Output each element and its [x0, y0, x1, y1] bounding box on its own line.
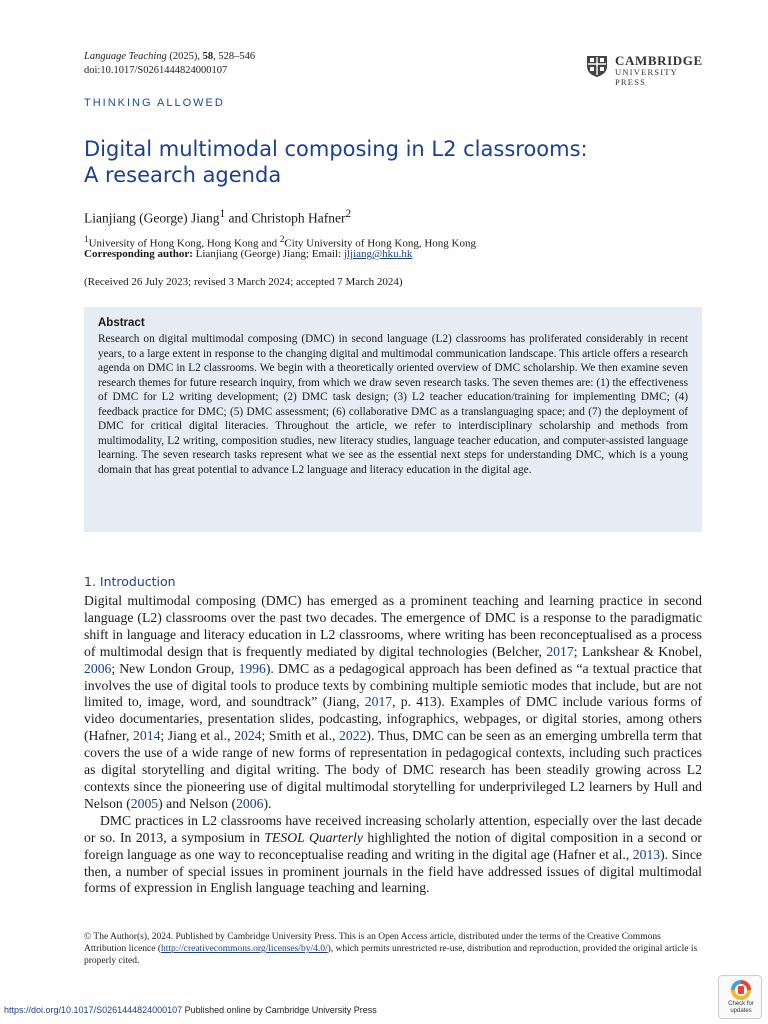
ref-link[interactable]: 2006: [236, 795, 264, 811]
corresp-email-link[interactable]: jljiang@hku.hk: [343, 248, 413, 260]
ref-link[interactable]: 2017: [364, 694, 393, 710]
ref-link[interactable]: 2017: [546, 643, 574, 659]
abstract-heading: Abstract: [98, 317, 145, 329]
footer-doi-link[interactable]: https://doi.org/10.1017/S0261444824000107: [4, 1005, 183, 1015]
journal-line: [84, 50, 255, 64]
introduction-heading: 1. Introduction: [84, 574, 176, 589]
corresponding-author: [84, 247, 412, 262]
license-text: © The Author(s), 2024. Published by Cambridge University Press. This is an Open Access article, distributed under the terms of the Creative Commons Attribution licence (: [84, 932, 661, 954]
authors: [84, 205, 351, 228]
cambridge-logo[interactable]: [585, 53, 705, 87]
author-1-sup: 1: [219, 208, 226, 220]
publisher-name: CAMBRIDGE: [615, 53, 703, 68]
affil-sup-2: 2: [279, 234, 285, 244]
journal-year: (2025),: [166, 51, 203, 62]
article-title: [84, 136, 704, 188]
journal-volume: 58: [202, 51, 214, 62]
author-1[interactable]: Lianjiang (George) Jiang: [84, 210, 220, 226]
abstract-box: [84, 307, 702, 532]
introduction-body: [84, 593, 702, 897]
footer-published: Published online by Cambridge University Press: [182, 1005, 377, 1015]
intro-paragraph-1: [84, 593, 702, 813]
p1-text: ; New London Group,: [111, 660, 239, 676]
check-updates-icon: [730, 979, 752, 1001]
affil-sup-1: 1: [84, 234, 89, 244]
ref-link[interactable]: 2005: [130, 795, 159, 811]
check-updates-line-1: Check for: [728, 1001, 754, 1007]
ref-link[interactable]: 2006: [84, 660, 112, 676]
ref-link[interactable]: 2014: [133, 728, 161, 744]
corresp-label: Corresponding author:: [84, 248, 193, 260]
p2-text: ). Since then, a number of special issues in prominent journals in the field have addressed issues of digital multimodal forms of expression in English language teaching and learning.: [84, 846, 702, 896]
title-line-1: Digital multimodal composing in L2 classrooms:: [84, 137, 588, 161]
crest-icon: [585, 54, 609, 78]
ref-link[interactable]: 2024: [234, 728, 262, 744]
license-link[interactable]: http://creativecommons.org/licenses/by/4.0/: [161, 944, 328, 954]
affil-text-1: University of Hong Kong, Hong Kong and: [88, 237, 280, 250]
corresp-text: Lianjiang (George) Jiang; Email:: [192, 248, 344, 260]
journal-citation: [84, 50, 255, 78]
p1-text: ; Jiang et al.,: [160, 728, 235, 744]
p1-text: ). Thus, DMC can be seen as an emerging umbrella term that covers the use of a wide range of new forms of representation in pedagogical contexts, including such practices as digital storytelling and digital writing. The body of DMC research has been steadily growing across L2 contexts since the pioneering use of digital multimodal storytelling for underprivileged L2 learners by Hull and Nelson (: [84, 728, 702, 811]
check-updates-line-2: updates: [730, 1008, 752, 1014]
check-updates-label: [719, 1001, 763, 1015]
journal-doi: doi:10.1017/S0261444824000107: [84, 65, 228, 76]
title-line-2: A research agenda: [84, 163, 282, 187]
p1-text: ).: [263, 795, 272, 811]
ref-link[interactable]: 2013: [632, 846, 661, 862]
p1-text: ; Smith et al.,: [261, 728, 340, 744]
p2-text: DMC practices in L2 classrooms have received increasing scholarly attention, especially over the last decade or so. In 2013, a symposium in: [84, 812, 702, 845]
license-text: ), which permits unrestricted re-use, distribution and reproduction, provided the original article is properly cited.: [84, 944, 698, 966]
author-2[interactable]: Christoph Hafner: [251, 210, 346, 226]
p2-text: highlighted the notion of digital composition in a second or foreign language as one way to reconceptualise reading and writing in the digital age (Hafner et al.,: [84, 829, 702, 862]
ref-link[interactable]: 1996: [238, 660, 266, 676]
journal-name: Language Teaching: [84, 51, 167, 62]
author-2-sup: 2: [345, 208, 352, 220]
p1-text: ) and Nelson (: [158, 795, 237, 811]
journal-italic: TESOL Quarterly: [264, 829, 363, 845]
publisher-subtitle: UNIVERSITY PRESS: [615, 67, 678, 87]
footer: [4, 1004, 377, 1016]
ref-link[interactable]: 2022: [339, 728, 367, 744]
authors-and: and: [225, 210, 252, 226]
license-notice: [84, 931, 702, 967]
received-dates: (Received 26 July 2023; revised 3 March 2024; accepted 7 March 2024): [84, 276, 403, 288]
p1-text: ). DMC as a pedagogical approach has been defined as “a textual practice that involves the use of digital tools to produce texts by combining multiple semiotic modes that include, but are not limited to, image, word, and soundtrack” (Jiang,: [84, 660, 703, 710]
p1-text: , p. 413). Examples of DMC include various forms of video documentaries, presentation slides, podcasting, infographics, webpages, or digital stories, among others (Hafner,: [84, 694, 702, 744]
p1-text: Digital multimodal composing (DMC) has emerged as a prominent teaching and learning practice in second language (L2) classrooms over the past two decades. The emergence of DMC is a response to the paradigmatic shift in language and literacy education in L2 classrooms, where writing has been reconceptualised as a process of multimodal design that is frequently mediated by digital technologies (Belcher,: [84, 593, 702, 659]
journal-pages: , 528–546: [213, 51, 256, 62]
abstract-text: Research on digital multimodal composing (DMC) in second language (L2) classrooms has proliferated considerably in recent years, to a large extent in response to the changing digital and multimodal communication landscape. This article offers a research agenda on DMC in L2 classrooms. We begin with a theoretically oriented overview of DMC scholarship. We then examine seven research themes for future research inquiry, from which we draw seven research tasks. The seven themes are: (1) the effectiveness of DMC for L2 writing development; (2) DMC task design; (3) L2 teacher education/training for implementing DMC; (4) feedback practice for DMC; (5) DMC assessment; (6) collaborative DMC as a translanguaging space; and (7) the deployment of DMC for critical digital literacies. Throughout the article, we refer to interdisciplinary scholarship and methods from multimodality, L2 writing, composition studies, new literacy studies, language teacher education, and computer-assisted language learning. The seven research tasks represent what we see as the essential next steps for understanding DMC, which is a young domain that has great potential to advance L2 language and literacy education in the digital age.: [98, 333, 688, 476]
check-for-updates-button[interactable]: [718, 975, 762, 1019]
affil-text-2: City University of Hong Kong, Hong Kong: [284, 237, 476, 250]
intro-paragraph-2: [84, 813, 702, 898]
p1-text: ; Lankshear & Knobel,: [573, 643, 702, 659]
section-label: THINKING ALLOWED: [84, 97, 225, 109]
